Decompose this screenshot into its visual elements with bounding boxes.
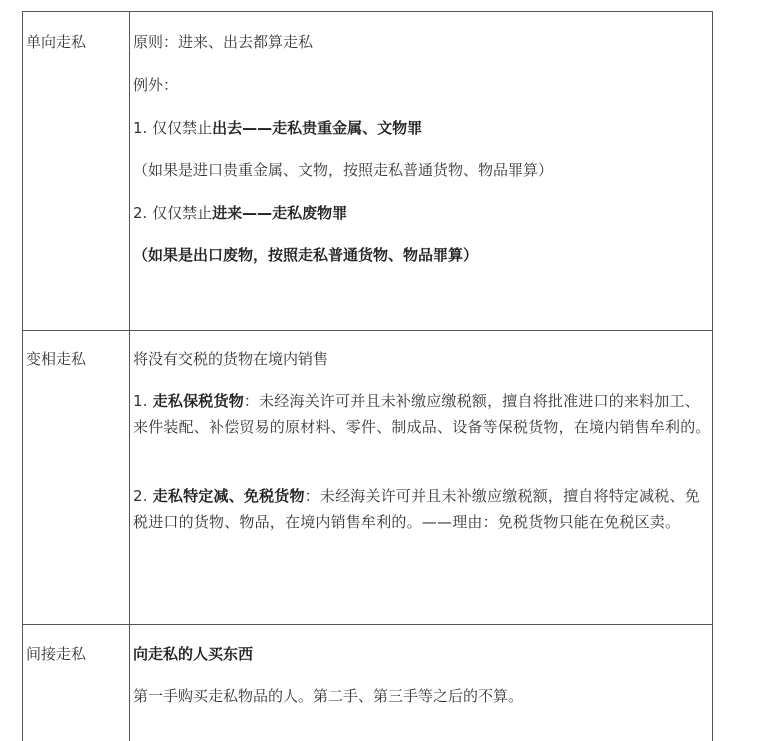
row-label-unidirectional: 单向走私	[26, 33, 87, 51]
exception-title: 例外：	[133, 76, 179, 94]
row-label-indirect: 间接走私	[26, 645, 87, 663]
disguised-item-2: 2. 走私特定减、免税货物：未经海关许可并且未补缴应缴税额，擅自将特定减税、免税进口的货物、物品，在境内销售牟利的。——理由：免税货物只能在免税区卖。	[133, 487, 700, 531]
exception-item-2: 2. 仅仅禁止进来——走私废物罪	[133, 204, 348, 222]
disguised-item-1: 1. 走私保税货物：未经海关许可并且未补缴应缴税额，擅自将批准进口的来料加工、来件装配、补偿贸易的原材料、零件、制成品、设备等保税货物，在境内销售牟利的。	[133, 392, 711, 436]
smuggling-table	[22, 11, 713, 741]
disguised-intro: 将没有交税的货物在境内销售	[133, 350, 329, 368]
column-divider	[129, 12, 130, 741]
exception-item-1: 1. 仅仅禁止出去——走私贵重金属、文物罪	[133, 119, 423, 137]
indirect-text: 第一手购买走私物品的人。第二手、第三手等之后的不算。	[133, 687, 524, 705]
principle-text: 原则：进来、出去都算走私	[133, 33, 314, 51]
row-divider	[23, 330, 712, 331]
row-divider	[23, 624, 712, 625]
exception-item-1-note: （如果是进口贵重金属、文物，按照走私普通货物、物品罪算）	[133, 161, 554, 179]
row-label-disguised: 变相走私	[26, 350, 87, 368]
indirect-heading: 向走私的人买东西	[133, 645, 254, 663]
exception-item-2-note: （如果是出口废物，按照走私普通货物、物品罪算）	[133, 246, 479, 264]
